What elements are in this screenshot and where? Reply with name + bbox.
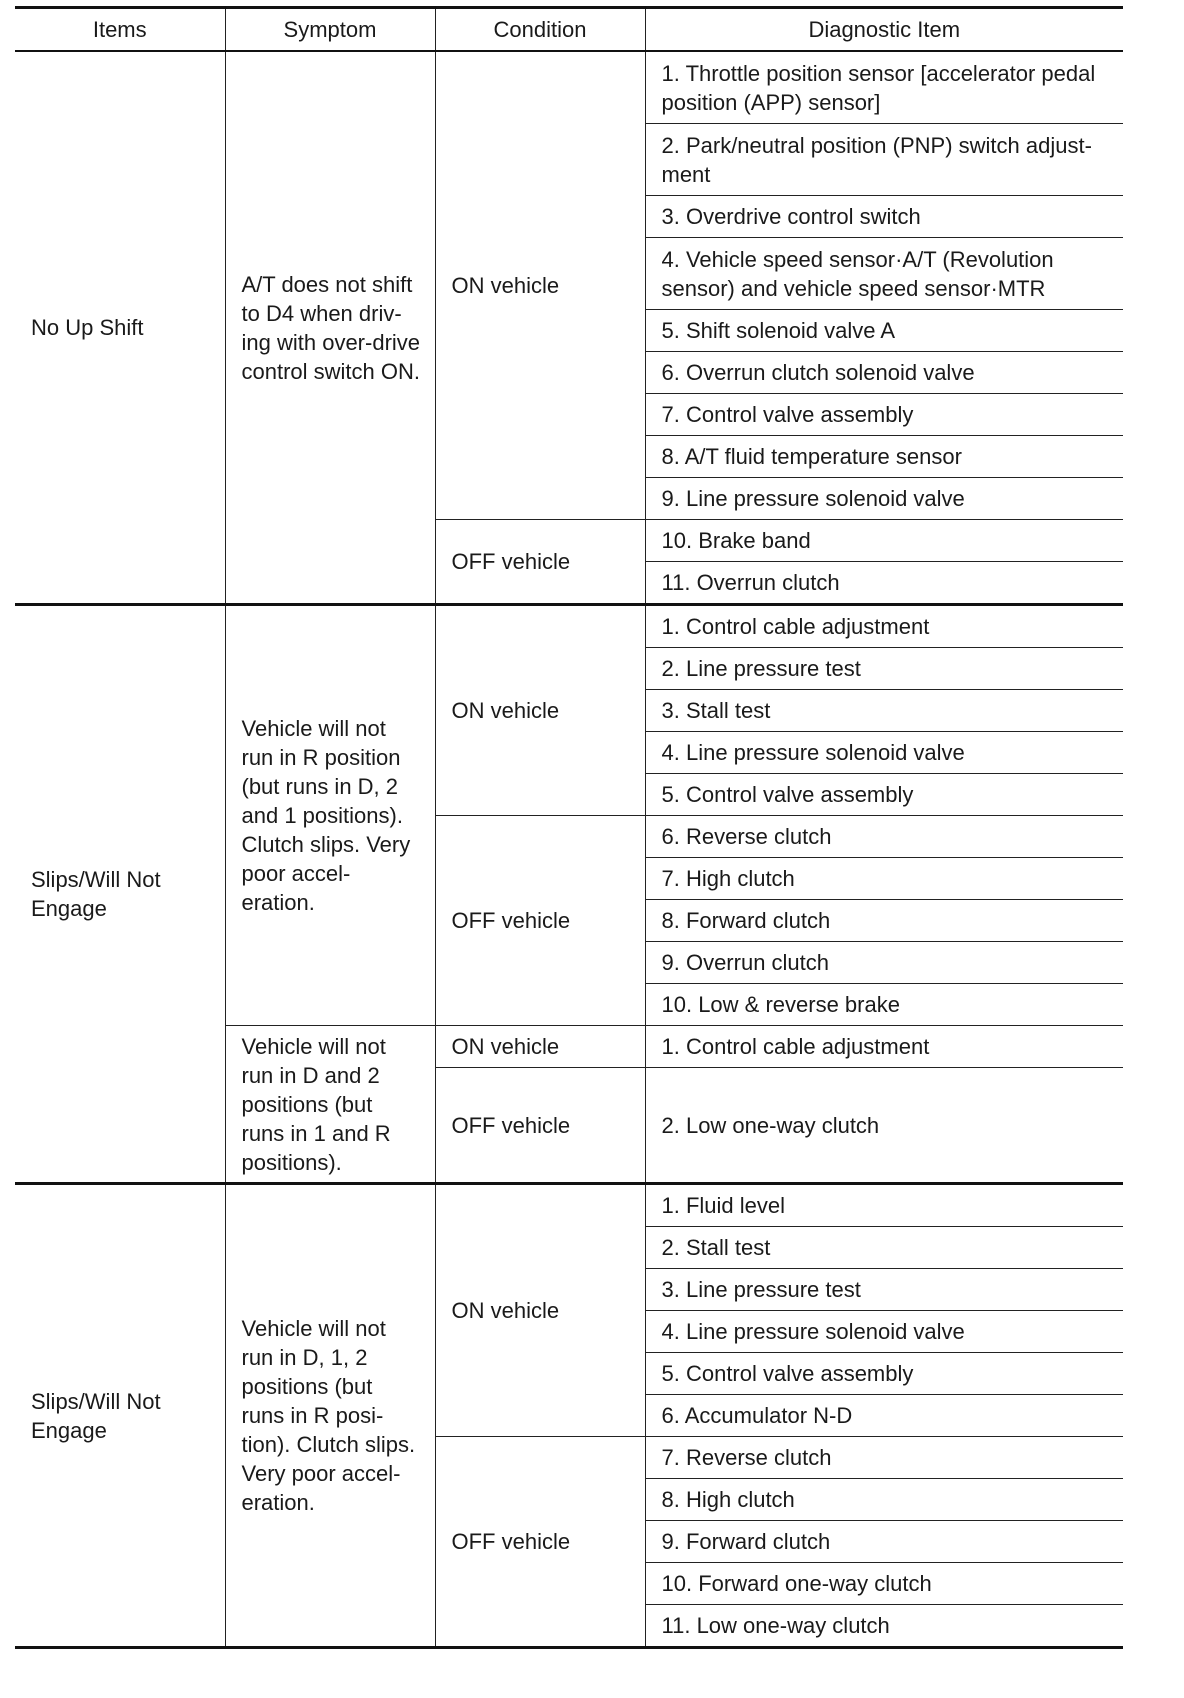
diagnostic-item: 9. Overrun clutch — [645, 942, 1123, 984]
diagnostic-item: 8. High clutch — [645, 1479, 1123, 1521]
symptom-cell: Vehicle will not run in R position (but runs in D, 2 and 1 positions). Clutch slips. Very poor accel-eration. — [225, 605, 435, 1026]
diagnostic-item: 10. Forward one-way clutch — [645, 1563, 1123, 1605]
diagnostic-item: 11. Low one-way clutch — [645, 1605, 1123, 1648]
diagnostic-item: 5. Control valve assembly — [645, 774, 1123, 816]
table-row — [15, 51, 1123, 124]
diagnostic-item: 5. Shift solenoid valve A — [645, 310, 1123, 352]
diagnostic-item: 4. Vehicle speed sensor·A/T (Revolution sensor) and vehicle speed sensor·MTR — [645, 238, 1123, 310]
diagnostic-item: 2. Park/neutral position (PNP) switch adjust-ment — [645, 124, 1123, 196]
condition-cell: OFF vehicle — [435, 1437, 645, 1648]
header-row — [15, 8, 1123, 52]
diagnostic-item: 3. Line pressure test — [645, 1269, 1123, 1311]
diagnostic-item: 10. Brake band — [645, 520, 1123, 562]
item-cell: Slips/Will Not Engage — [15, 605, 225, 1184]
diagnostic-item: 1. Throttle position sensor [accelerator pedal position (APP) sensor] — [645, 51, 1123, 124]
diagnostic-item: 9. Line pressure solenoid valve — [645, 478, 1123, 520]
symptom-cell: Vehicle will not run in D, 1, 2 positions (but runs in R posi-tion). Clutch slips. Very poor accel-eration. — [225, 1184, 435, 1648]
item-cell: Slips/Will Not Engage — [15, 1184, 225, 1648]
header-diagnostic-item: Diagnostic Item — [645, 8, 1123, 52]
diagnostic-item: 6. Accumulator N-D — [645, 1395, 1123, 1437]
diagnostic-item: 10. Low & reverse brake — [645, 984, 1123, 1026]
condition-cell: ON vehicle — [435, 1026, 645, 1068]
diagnostic-item: 3. Stall test — [645, 690, 1123, 732]
diagnostic-item: 5. Control valve assembly — [645, 1353, 1123, 1395]
diagnostic-item: 3. Overdrive control switch — [645, 196, 1123, 238]
diagnostic-item: 2. Low one-way clutch — [645, 1068, 1123, 1184]
condition-cell: OFF vehicle — [435, 520, 645, 605]
diagnostic-item: 11. Overrun clutch — [645, 562, 1123, 605]
diagnostic-item: 6. Overrun clutch solenoid valve — [645, 352, 1123, 394]
header-condition: Condition — [435, 8, 645, 52]
condition-cell: ON vehicle — [435, 605, 645, 816]
header-symptom: Symptom — [225, 8, 435, 52]
header-items: Items — [15, 8, 225, 52]
diagnostic-item: 6. Reverse clutch — [645, 816, 1123, 858]
diagnostic-item: 1. Control cable adjustment — [645, 1026, 1123, 1068]
diagnostic-item: 8. Forward clutch — [645, 900, 1123, 942]
diagnostic-item: 1. Fluid level — [645, 1184, 1123, 1227]
table-row — [15, 1184, 1123, 1227]
diagnostic-table — [15, 6, 1123, 1649]
condition-cell: ON vehicle — [435, 1184, 645, 1437]
item-cell: No Up Shift — [15, 51, 225, 605]
diagnostic-item: 2. Line pressure test — [645, 648, 1123, 690]
condition-cell: OFF vehicle — [435, 1068, 645, 1184]
condition-cell: OFF vehicle — [435, 816, 645, 1026]
condition-cell: ON vehicle — [435, 51, 645, 520]
diagnostic-item: 9. Forward clutch — [645, 1521, 1123, 1563]
diagnostic-item: 2. Stall test — [645, 1227, 1123, 1269]
diagnostic-item: 4. Line pressure solenoid valve — [645, 732, 1123, 774]
diagnostic-item: 7. Reverse clutch — [645, 1437, 1123, 1479]
table-row — [15, 605, 1123, 648]
diagnostic-item: 4. Line pressure solenoid valve — [645, 1311, 1123, 1353]
symptom-cell: A/T does not shift to D4 when driv-ing with over-drive control switch ON. — [225, 51, 435, 605]
diagnostic-item: 1. Control cable adjustment — [645, 605, 1123, 648]
diagnostic-item: 7. Control valve assembly — [645, 394, 1123, 436]
diagnostic-item: 7. High clutch — [645, 858, 1123, 900]
symptom-cell: Vehicle will not run in D and 2 positions (but runs in 1 and R positions). — [225, 1026, 435, 1184]
diagnostic-item: 8. A/T fluid temperature sensor — [645, 436, 1123, 478]
